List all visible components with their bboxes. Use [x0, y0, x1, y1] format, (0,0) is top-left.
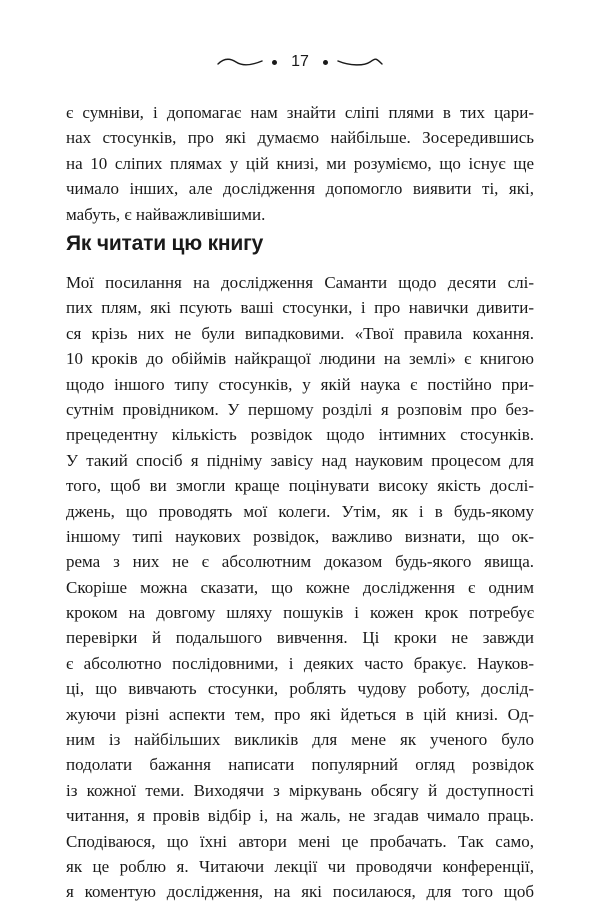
- text-line: подолати бажання написати популярний огляд розвідок: [66, 755, 534, 775]
- page-number: 17: [291, 53, 309, 70]
- text-line: перевірки й подальшого вивчення. Ці кроки не завжди: [66, 628, 534, 648]
- text-line: на 10 сліпих плямах у цій книзі, ми розуміємо, що існує ще: [66, 153, 534, 173]
- page-header: [0, 50, 600, 74]
- text-line: нах стосунків, про які думаємо найбільше. Зосередившись: [66, 128, 534, 148]
- left-swirl-ornament-icon: [216, 55, 264, 69]
- intro-paragraph: [66, 100, 534, 227]
- text-line: іншому типі наукових розвідок, важливо визнати, що ок-: [66, 526, 534, 546]
- text-line: ся крізь них не були випадковими. «Твої правила кохання.: [66, 323, 534, 343]
- right-swirl-ornament-icon: [336, 55, 384, 69]
- text-line: рема з них не є абсолютним доказом будь-якого явища.: [66, 552, 534, 572]
- text-line: того, щоб ви змогли краще поцінувати високу якість дослі-: [66, 476, 534, 496]
- text-line: як це роблю я. Читаючи лекції чи проводячи конференції,: [66, 856, 534, 876]
- text-line: джень, що проводять мої колеги. Утім, як і в будь-якому: [66, 501, 534, 521]
- body-paragraph: [66, 270, 534, 905]
- text-line: 10 кроків до обіймів найкращої людини на землі» є книгою: [66, 349, 534, 369]
- text-line: читання, я провів відбір і, на жаль, не згадав чимало праць.: [66, 806, 534, 826]
- text-line: сутнім провідником. У першому розділі я розповім про без-: [66, 399, 534, 419]
- text-line: жуючи різні аспекти тем, про які йдеться в цій книзі. Од-: [66, 704, 534, 724]
- text-line: мабуть, є найважливішими.: [66, 204, 266, 224]
- text-line: Мої посилання на дослідження Саманти щодо десяти слі-: [66, 273, 534, 292]
- text-line: із кожної теми. Виходячи з міркувань обсягу й доступності: [66, 780, 534, 800]
- text-line: пих плям, які псують ваші стосунки, і про навички дивити-: [66, 298, 534, 318]
- text-line: кроком на довгому шляху пошуків і кожен крок потребує: [66, 603, 534, 623]
- text-line: є абсолютно послідовними, і деяких часто бракує. Науков-: [66, 653, 534, 673]
- text-line: Скоріше можна сказати, що кожне дослідження є одним: [66, 577, 534, 597]
- text-line: є сумніви, і допомагає нам знайти сліпі плями в тих цари-: [66, 103, 534, 122]
- text-line: прецедентну кількість розвідок щодо інтимних стосунків.: [66, 425, 534, 445]
- text-line: ці, що вивчають стосунки, роблять чудову роботу, дослід-: [66, 679, 534, 699]
- right-dot-icon: [323, 60, 328, 65]
- text-line: щодо іншого типу стосунків, у якій наука є постійно при-: [66, 374, 534, 394]
- text-line: чимало інших, але дослідження допомогло виявити ті, які,: [66, 179, 534, 199]
- section-heading: Як читати цю книгу: [66, 232, 264, 255]
- text-line: я коментую дослідження, на які посилаюся, для того щоб: [66, 882, 534, 902]
- text-line: У такий спосіб я підніму завісу над науковим процесом для: [66, 450, 534, 470]
- text-line: Сподіваюся, що їхні автори мені це пробачать. Так само,: [66, 831, 534, 851]
- text-line: ним із найбільших викликів для мене як ученого було: [66, 730, 534, 750]
- left-dot-icon: [272, 60, 277, 65]
